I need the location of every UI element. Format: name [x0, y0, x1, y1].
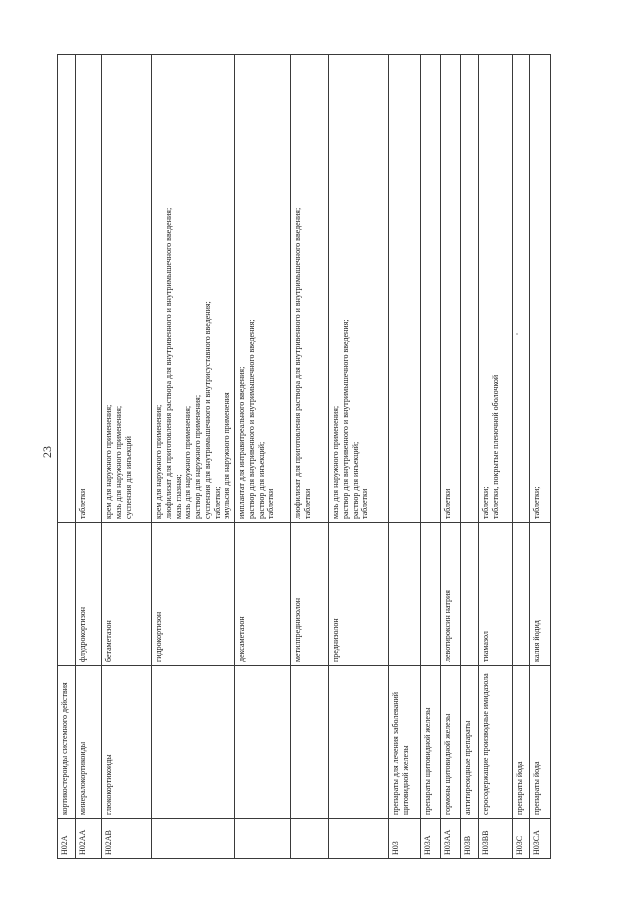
- group-name: глюкокортикоиды: [102, 666, 152, 819]
- dosage-forms: [389, 55, 421, 523]
- dosage-form: суспензия для внутримышечного и внутрисуставного введения;: [202, 301, 212, 519]
- group-name: антитиреоидные препараты: [461, 666, 479, 819]
- atc-code: H03C: [513, 819, 530, 859]
- atc-code: H02AB: [102, 819, 152, 859]
- dosage-forms: [102, 55, 152, 523]
- group-name: [291, 666, 329, 819]
- table-row: [76, 55, 102, 859]
- drug-name: [421, 523, 441, 666]
- group-name: гормоны щитовидной железы: [441, 666, 461, 819]
- group-name: препараты для лечения заболеваний щитовидной железы: [389, 666, 421, 819]
- dosage-form: мазь для наружного применения;: [331, 405, 340, 519]
- dosage-form: таблетки;: [481, 486, 490, 519]
- dosage-form: раствор для внутривенного и внутримышечного введения;: [340, 319, 350, 519]
- drug-name: дексаметазон: [235, 523, 291, 666]
- dosage-form: крем для наружного применения;: [154, 404, 163, 519]
- table-row: [235, 55, 291, 859]
- dosage-form: таблетки: [443, 488, 452, 519]
- drug-name: [513, 523, 530, 666]
- drug-name: метилпреднизолон: [291, 523, 329, 666]
- dosage-forms: [329, 55, 389, 523]
- dosage-forms: [58, 55, 76, 523]
- dosage-form: мазь глазная;: [173, 474, 183, 519]
- drug-name: [58, 523, 76, 666]
- group-name: минералокортикоиды: [76, 666, 102, 819]
- drug-name: гидрокортизон: [152, 523, 235, 666]
- dosage-form: таблетки;: [212, 486, 222, 519]
- dosage-form: таблетки;: [532, 486, 541, 519]
- dosage-forms: [513, 55, 530, 523]
- table-row: [461, 55, 479, 859]
- drug-name: тиамазол: [479, 523, 513, 666]
- table-row: [389, 55, 421, 859]
- table-row: [513, 55, 530, 859]
- group-name: [235, 666, 291, 819]
- atc-code: H03AA: [441, 819, 461, 859]
- table-row: [102, 55, 152, 859]
- atc-code: [291, 819, 329, 859]
- atc-code: H03BB: [479, 819, 513, 859]
- atc-code: H03: [389, 819, 421, 859]
- dosage-form: мазь для наружного применения;: [183, 405, 193, 519]
- page-number: 23: [40, 446, 54, 458]
- drug-name: [389, 523, 421, 666]
- dosage-form: лиофилизат для приготовления раствора для внутривенного и внутримышечного введения;: [293, 207, 302, 519]
- dosage-form: раствор для внутривенного и внутримышечного введения;: [246, 319, 256, 519]
- dosage-form: эмульсия для наружного применения: [222, 392, 232, 519]
- drug-name: калия йодид: [530, 523, 551, 666]
- group-name: кортикостероиды системного действия: [58, 666, 76, 819]
- table-row: [58, 55, 76, 859]
- atc-code: [152, 819, 235, 859]
- group-name: [329, 666, 389, 819]
- dosage-forms: [76, 55, 102, 523]
- atc-code: H02A: [58, 819, 76, 859]
- table-row: [152, 55, 235, 859]
- dosage-form: суспензия для инъекций: [123, 436, 133, 519]
- atc-code: [329, 819, 389, 859]
- atc-code: H03B: [461, 819, 479, 859]
- dosage-form: крем для наружного применения;: [104, 404, 113, 519]
- dosage-forms: [441, 55, 461, 523]
- table-row: [329, 55, 389, 859]
- dosage-form: лиофилизат для приготовления раствора для внутривенного и внутримышечного введения;: [163, 207, 173, 519]
- table-row: [421, 55, 441, 859]
- dosage-form: таблетки: [78, 488, 87, 519]
- dosage-form: таблетки, покрытые пленочной оболочкой: [490, 374, 500, 519]
- scan-speck: [516, 333, 518, 335]
- dosage-form: раствор для наружного применения;: [193, 394, 202, 519]
- dosage-forms: [235, 55, 291, 523]
- drug-name: левотироксин натрия: [441, 523, 461, 666]
- drug-name: бетаметазон: [102, 523, 152, 666]
- group-name: препараты йода: [513, 666, 530, 819]
- dosage-form: таблетки: [360, 488, 370, 519]
- dosage-form: таблетки: [302, 488, 312, 519]
- dosage-forms: [421, 55, 441, 523]
- table-row: [479, 55, 513, 859]
- drug-name: флудрокортизон: [76, 523, 102, 666]
- table-row: [530, 55, 551, 859]
- dosage-forms: [152, 55, 235, 523]
- dosage-form: раствор для инъекций;: [350, 441, 360, 519]
- dosage-form: имплантат для интравитреального введения;: [237, 366, 246, 519]
- atc-code: [235, 819, 291, 859]
- atc-code: H02AA: [76, 819, 102, 859]
- atc-code: H03CA: [530, 819, 551, 859]
- dosage-forms: [479, 55, 513, 523]
- group-name: серосодержащие производные имидазола: [479, 666, 513, 819]
- table-row: [291, 55, 329, 859]
- drug-table: [57, 54, 551, 859]
- group-name: препараты йода: [530, 666, 551, 819]
- drug-name: [461, 523, 479, 666]
- dosage-form: таблетки: [266, 488, 276, 519]
- dosage-forms: [291, 55, 329, 523]
- dosage-form: раствор для инъекций;: [256, 441, 266, 519]
- atc-code: H03A: [421, 819, 441, 859]
- rotated-page-content: [57, 55, 550, 859]
- dosage-form: мазь для наружного применения;: [113, 405, 123, 519]
- dosage-forms: [461, 55, 479, 523]
- table-row: [441, 55, 461, 859]
- drug-name: преднизолон: [329, 523, 389, 666]
- group-name: [152, 666, 235, 819]
- group-name: препараты щитовидной железы: [421, 666, 441, 819]
- dosage-forms: [530, 55, 551, 523]
